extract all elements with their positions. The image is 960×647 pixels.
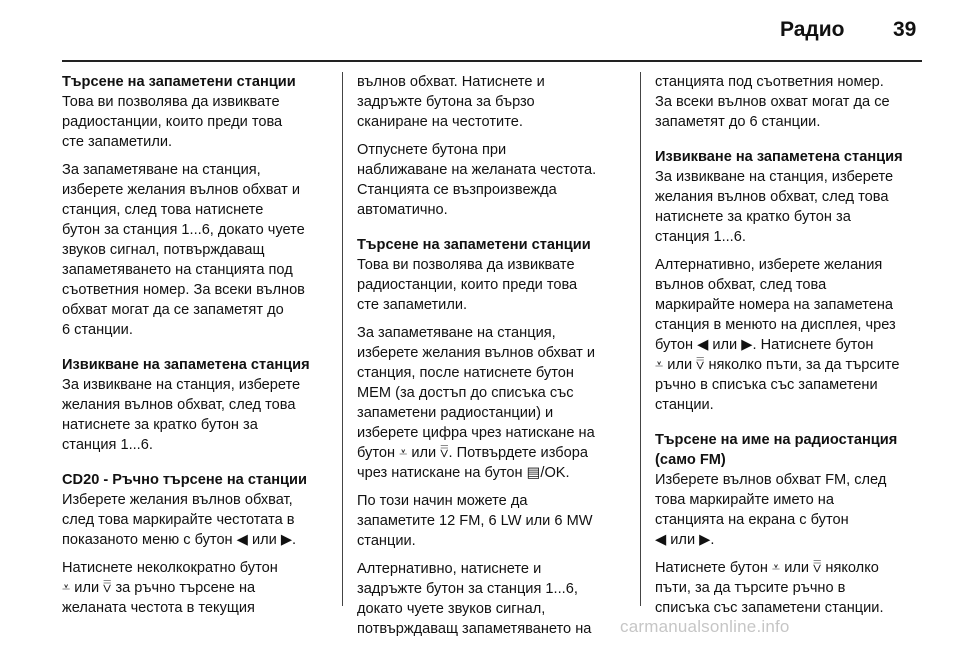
paragraph: вълнов обхват. Натиснете и задръжте бутона за бързо сканиране на честотите. — [357, 74, 545, 130]
paragraph: станцията под съответния номер. За всеки вълнов охват могат да се запаметят до 6 станции. — [655, 74, 890, 130]
section-heading: CD20 - Ръчно търсене на станции — [62, 472, 307, 488]
paragraph: За запаметяване на станция, изберете желания вълнов обхват и станция, след това натиснете бутон за станция 1...6, докато чуете звуков сигнал, потвърждаващ запаметяването на станцията под съответния номер. За всеки вълнов обхват могат да се запаметят до 6 станции. — [62, 162, 305, 338]
paragraph: За извикване на станция, изберете желания вълнов обхват, след това натиснете за кратко бутон за станция 1...6. — [655, 169, 894, 245]
column-divider — [640, 72, 641, 606]
section — [655, 72, 923, 132]
text-column-1 — [62, 72, 330, 626]
paragraph: Натиснете бутон ⩡ или ⩢ няколко пъти, за да търсите ръчно в списъка със запаметени станции. — [655, 560, 884, 616]
section-heading: Извикване на запаметена станция — [62, 357, 310, 373]
paragraph: Отпуснете бутона при наближаване на желаната честота. Станцията се възпроизвежда автоматично. — [357, 142, 597, 218]
paragraph: Това ви позволява да извиквате радиостанции, които преди това сте запаметили. — [357, 257, 578, 313]
paragraph: Алтернативно, изберете желания вълнов обхват, след това маркирайте номера на запаметена станция в менюто на дисплея, чрез бутон ◀ или ▶. Натиснете бутон ⩡ или ⩢ няколко пъти, за да търсите ръчно в списъка със запаметени станции. — [655, 257, 900, 413]
page-number: 39 — [893, 18, 917, 41]
section-heading: Търсене на запаметени станции — [357, 237, 591, 253]
page-header-title: Радио — [780, 18, 845, 41]
section — [655, 430, 923, 618]
paragraph: Това ви позволява да извиквате радиостанции, които преди това сте запаметили. — [62, 94, 283, 150]
paragraph: За запаметяване на станция, изберете желания вълнов обхват и станция, после натиснете бутон MEM (за достъп до списъка със запаметени радиостанции) и изберете цифра чрез натискане на бутон ⩡ или ⩢. Потвърдете избора чрез натискане на бутон ▤/OK. — [357, 325, 596, 481]
paragraph: Алтернативно, натиснете и задръжте бутон за станция 1...6, докато чуете звуков сигнал, потвърждаващ запаметяването на — [357, 561, 592, 637]
paragraph: По този начин можете да запаметите 12 FM, 6 LW или 6 MW станции. — [357, 493, 593, 549]
section — [655, 147, 923, 415]
section — [357, 235, 625, 639]
text-column-3 — [655, 72, 923, 626]
paragraph: За извикване на станция, изберете желания вълнов обхват, след това натиснете за кратко бутон за станция 1...6. — [62, 377, 301, 453]
section — [62, 355, 330, 455]
column-divider — [342, 72, 343, 606]
section-heading: Търсене на име на радиостанция (само FM) — [655, 432, 898, 468]
section — [62, 470, 330, 618]
header-rule — [62, 60, 922, 62]
text-column-2 — [357, 72, 625, 647]
section — [62, 72, 330, 340]
paragraph: Натиснете неколкократно бутон ⩡ или ⩢ за ръчно търсене на желаната честота в текущия — [62, 560, 278, 616]
watermark: carmanualsonline.info — [620, 617, 790, 636]
paragraph: Изберете желания вълнов обхват, след това маркирайте честотата в показаното меню с бутон ◀ или ▶. — [62, 492, 297, 548]
paragraph: Изберете вълнов обхват FM, след това маркирайте името на станцията на екрана с бутон ◀ или ▶. — [655, 472, 887, 548]
section-heading: Извикване на запаметена станция — [655, 149, 903, 165]
section — [357, 72, 625, 220]
section-heading: Търсене на запаметени станции — [62, 74, 296, 90]
